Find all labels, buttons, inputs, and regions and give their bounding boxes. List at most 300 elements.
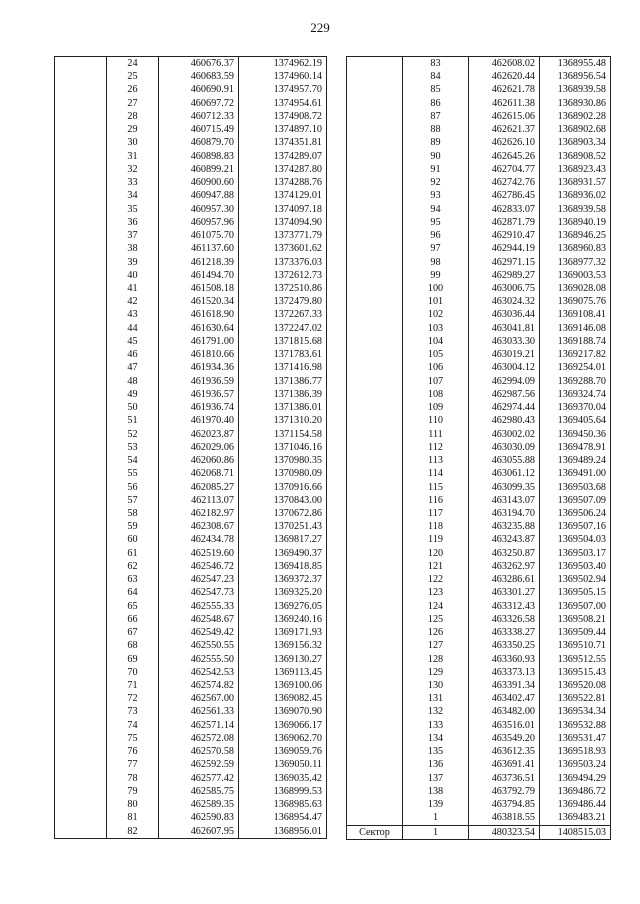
section-label-cell [347,335,403,348]
section-label-cell [347,573,403,586]
table-row [55,401,327,414]
table-row [347,719,611,732]
section-label-cell [55,308,107,321]
point-number-cell: 83 [403,57,469,71]
section-label-cell [347,123,403,136]
section-label-cell [55,547,107,560]
section-label-cell: Сектор [347,825,403,839]
section-label-cell [55,388,107,401]
x-coordinate-cell: 461618.90 [159,308,239,321]
point-number-cell: 48 [107,375,159,388]
table-row [347,242,611,255]
point-number-cell: 92 [403,176,469,189]
section-label-cell [347,308,403,321]
y-coordinate-cell: 1368955.48 [540,57,611,71]
table-row [347,666,611,679]
y-coordinate-cell: 1369075.76 [540,295,611,308]
table-row [347,295,611,308]
x-coordinate-cell: 460957.96 [159,216,239,229]
section-label-cell [347,388,403,401]
point-number-cell: 137 [403,772,469,785]
x-coordinate-cell: 462555.50 [159,653,239,666]
table-row [347,586,611,599]
table-row [55,533,327,546]
y-coordinate-cell: 1369372.37 [239,573,327,586]
point-number-cell: 54 [107,454,159,467]
table-row [55,454,327,467]
table-left-body [55,57,327,839]
table-row [55,825,327,839]
table-row [55,97,327,110]
table-row [55,560,327,573]
x-coordinate-cell: 462308.67 [159,520,239,533]
section-label-cell [347,428,403,441]
point-number-cell: 63 [107,573,159,586]
section-label-cell [347,785,403,798]
table-row [347,494,611,507]
y-coordinate-cell: 1368977.32 [540,256,611,269]
table-row [55,745,327,758]
section-label-cell [55,348,107,361]
x-coordinate-cell: 480323.54 [469,825,540,839]
x-coordinate-cell: 462971.15 [469,256,540,269]
y-coordinate-cell: 1368999.53 [239,785,327,798]
point-number-cell: 31 [107,150,159,163]
section-label-cell [55,401,107,414]
y-coordinate-cell: 1369325.20 [239,586,327,599]
point-number-cell: 33 [107,176,159,189]
table-row [55,308,327,321]
point-number-cell: 100 [403,282,469,295]
section-label-cell [55,375,107,388]
x-coordinate-cell: 463006.75 [469,282,540,295]
table-row [347,348,611,361]
section-label-cell [55,189,107,202]
section-label-cell [55,467,107,480]
point-number-cell: 138 [403,785,469,798]
x-coordinate-cell: 461936.74 [159,401,239,414]
point-number-cell: 56 [107,481,159,494]
point-number-cell: 93 [403,189,469,202]
point-number-cell: 24 [107,57,159,71]
section-label-cell [55,295,107,308]
section-label-cell [347,375,403,388]
section-label-cell [55,454,107,467]
section-label-cell [347,494,403,507]
table-row [347,83,611,96]
y-coordinate-cell: 1369066.17 [239,719,327,732]
section-label-cell [55,692,107,705]
y-coordinate-cell: 1374289.07 [239,150,327,163]
table-row [347,679,611,692]
y-coordinate-cell: 1374960.14 [239,70,327,83]
x-coordinate-cell: 463360.93 [469,653,540,666]
table-row [55,414,327,427]
x-coordinate-cell: 462182.97 [159,507,239,520]
section-label-cell [55,481,107,494]
y-coordinate-cell: 1374351.81 [239,136,327,149]
y-coordinate-cell: 1369490.37 [239,547,327,560]
point-number-cell: 43 [107,308,159,321]
point-number-cell: 103 [403,322,469,335]
point-number-cell: 50 [107,401,159,414]
y-coordinate-cell: 1370672.86 [239,507,327,520]
point-number-cell: 98 [403,256,469,269]
section-label-cell [347,150,403,163]
x-coordinate-cell: 463794.85 [469,798,540,811]
section-label-cell [55,679,107,692]
table-row [55,798,327,811]
point-number-cell: 89 [403,136,469,149]
x-coordinate-cell: 462621.37 [469,123,540,136]
section-label-cell [347,97,403,110]
point-number-cell: 53 [107,441,159,454]
section-label-cell [347,798,403,811]
point-number-cell: 106 [403,361,469,374]
y-coordinate-cell: 1368936.02 [540,189,611,202]
table-row [347,507,611,520]
table-row [55,494,327,507]
y-coordinate-cell: 1369518.93 [540,745,611,758]
y-coordinate-cell: 1370980.09 [239,467,327,480]
y-coordinate-cell: 1369035.42 [239,772,327,785]
y-coordinate-cell: 1369509.44 [540,626,611,639]
point-number-cell: 40 [107,269,159,282]
section-label-cell [347,679,403,692]
y-coordinate-cell: 1374957.70 [239,83,327,96]
y-coordinate-cell: 1369503.40 [540,560,611,573]
y-coordinate-cell: 1369503.17 [540,547,611,560]
point-number-cell: 121 [403,560,469,573]
table-row [347,481,611,494]
y-coordinate-cell: 1369503.24 [540,758,611,771]
table-row [347,785,611,798]
y-coordinate-cell: 1369510.71 [540,639,611,652]
section-label-cell [347,481,403,494]
section-label-cell [347,216,403,229]
x-coordinate-cell: 462615.06 [469,110,540,123]
section-label-cell [55,573,107,586]
point-number-cell: 69 [107,653,159,666]
section-label-cell [55,229,107,242]
table-row [347,772,611,785]
y-coordinate-cell: 1368939.58 [540,83,611,96]
page-number: 229 [310,20,330,35]
point-number-cell: 26 [107,83,159,96]
x-coordinate-cell: 462567.00 [159,692,239,705]
section-label-cell [347,586,403,599]
y-coordinate-cell: 1374097.18 [239,203,327,216]
section-label-cell [347,639,403,652]
table-row [347,388,611,401]
point-number-cell: 70 [107,666,159,679]
point-number-cell: 116 [403,494,469,507]
section-label-cell [55,613,107,626]
x-coordinate-cell: 462871.79 [469,216,540,229]
point-number-cell: 36 [107,216,159,229]
section-label-cell [55,70,107,83]
point-number-cell: 55 [107,467,159,480]
x-coordinate-cell: 463099.35 [469,481,540,494]
y-coordinate-cell: 1371386.39 [239,388,327,401]
x-coordinate-cell: 463250.87 [469,547,540,560]
y-coordinate-cell: 1368985.63 [239,798,327,811]
point-number-cell: 28 [107,110,159,123]
y-coordinate-cell: 1372510.86 [239,282,327,295]
x-coordinate-cell: 462910.47 [469,229,540,242]
point-number-cell: 74 [107,719,159,732]
y-coordinate-cell: 1374954.61 [239,97,327,110]
table-row [347,825,611,839]
x-coordinate-cell: 463350.25 [469,639,540,652]
table-row [347,533,611,546]
table-row [55,428,327,441]
point-number-cell: 125 [403,613,469,626]
table-row [347,216,611,229]
table-row [347,256,611,269]
x-coordinate-cell: 463402.47 [469,692,540,705]
section-label-cell [55,441,107,454]
section-label-cell [347,454,403,467]
section-label-cell [55,758,107,771]
table-row [347,150,611,163]
y-coordinate-cell: 1374288.76 [239,176,327,189]
point-number-cell: 122 [403,573,469,586]
x-coordinate-cell: 462547.73 [159,586,239,599]
point-number-cell: 82 [107,825,159,839]
x-coordinate-cell: 461791.00 [159,335,239,348]
section-label-cell [347,256,403,269]
table-row [55,203,327,216]
y-coordinate-cell: 1369506.24 [540,507,611,520]
table-row [55,772,327,785]
table-row [347,110,611,123]
x-coordinate-cell: 463243.87 [469,533,540,546]
point-number-cell: 30 [107,136,159,149]
section-label-cell [55,269,107,282]
section-label-cell [55,705,107,718]
point-number-cell: 113 [403,454,469,467]
x-coordinate-cell: 460683.59 [159,70,239,83]
point-number-cell: 88 [403,123,469,136]
point-number-cell: 139 [403,798,469,811]
table-row [55,388,327,401]
x-coordinate-cell: 463612.35 [469,745,540,758]
x-coordinate-cell: 462786.45 [469,189,540,202]
table-row [55,586,327,599]
y-coordinate-cell: 1374129.01 [239,189,327,202]
table-row [55,811,327,824]
y-coordinate-cell: 1374287.80 [239,163,327,176]
section-label-cell [347,136,403,149]
y-coordinate-cell: 1369520.08 [540,679,611,692]
point-number-cell: 66 [107,613,159,626]
x-coordinate-cell: 463004.12 [469,361,540,374]
table-row [347,57,611,71]
point-number-cell: 87 [403,110,469,123]
y-coordinate-cell: 1369418.85 [239,560,327,573]
y-coordinate-cell: 1369532.88 [540,719,611,732]
point-number-cell: 99 [403,269,469,282]
table-row [55,57,327,71]
y-coordinate-cell: 1369070.90 [239,705,327,718]
section-label-cell [55,507,107,520]
table-row [55,110,327,123]
table-row [347,176,611,189]
section-label-cell [55,811,107,824]
y-coordinate-cell: 1369156.32 [239,639,327,652]
point-number-cell: 96 [403,229,469,242]
x-coordinate-cell: 461075.70 [159,229,239,242]
x-coordinate-cell: 462987.56 [469,388,540,401]
y-coordinate-cell: 1370980.35 [239,454,327,467]
y-coordinate-cell: 1371386.01 [239,401,327,414]
y-coordinate-cell: 1368902.28 [540,110,611,123]
y-coordinate-cell: 1369522.81 [540,692,611,705]
y-coordinate-cell: 1369050.11 [239,758,327,771]
x-coordinate-cell: 463792.79 [469,785,540,798]
x-coordinate-cell: 462548.67 [159,613,239,626]
y-coordinate-cell: 1374908.72 [239,110,327,123]
y-coordinate-cell: 1369483.21 [540,811,611,825]
x-coordinate-cell: 462833.07 [469,203,540,216]
y-coordinate-cell: 1369512.55 [540,653,611,666]
section-label-cell [347,441,403,454]
y-coordinate-cell: 1369062.70 [239,732,327,745]
table-row [55,150,327,163]
point-number-cell: 32 [107,163,159,176]
point-number-cell: 105 [403,348,469,361]
x-coordinate-cell: 463262.97 [469,560,540,573]
y-coordinate-cell: 1373601.62 [239,242,327,255]
x-coordinate-cell: 462068.71 [159,467,239,480]
section-label-cell [347,520,403,533]
table-row [347,269,611,282]
x-coordinate-cell: 462085.27 [159,481,239,494]
table-row [347,123,611,136]
section-label-cell [347,692,403,705]
section-label-cell [347,758,403,771]
x-coordinate-cell: 462608.02 [469,57,540,71]
x-coordinate-cell: 463326.58 [469,613,540,626]
point-number-cell: 108 [403,388,469,401]
x-coordinate-cell: 462023.87 [159,428,239,441]
y-coordinate-cell: 1369507.16 [540,520,611,533]
point-number-cell: 133 [403,719,469,732]
table-row [347,322,611,335]
x-coordinate-cell: 462607.95 [159,825,239,839]
section-label-cell [55,203,107,216]
x-coordinate-cell: 462547.23 [159,573,239,586]
x-coordinate-cell: 462555.33 [159,600,239,613]
section-label-cell [55,586,107,599]
table-row [347,639,611,652]
x-coordinate-cell: 463736.51 [469,772,540,785]
table-row [55,282,327,295]
section-label-cell [55,560,107,573]
table-row [55,322,327,335]
section-label-cell [347,414,403,427]
table-row [347,189,611,202]
x-coordinate-cell: 462620.44 [469,70,540,83]
point-number-cell: 118 [403,520,469,533]
point-number-cell: 37 [107,229,159,242]
point-number-cell: 124 [403,600,469,613]
point-number-cell: 129 [403,666,469,679]
x-coordinate-cell: 462592.59 [159,758,239,771]
section-label-cell [347,189,403,202]
y-coordinate-cell: 1369130.27 [239,653,327,666]
y-coordinate-cell: 1369504.03 [540,533,611,546]
table-row [347,97,611,110]
table-row [347,361,611,374]
y-coordinate-cell: 1369405.64 [540,414,611,427]
section-label-cell [55,414,107,427]
section-label-cell [347,745,403,758]
section-label-cell [347,269,403,282]
point-number-cell: 35 [107,203,159,216]
y-coordinate-cell: 1368908.52 [540,150,611,163]
x-coordinate-cell: 460900.60 [159,176,239,189]
table-row [347,454,611,467]
coordinates-table-left [54,56,327,839]
y-coordinate-cell: 1368956.01 [239,825,327,839]
y-coordinate-cell: 1369486.72 [540,785,611,798]
x-coordinate-cell: 461936.59 [159,375,239,388]
section-label-cell [55,136,107,149]
section-label-cell [55,83,107,96]
section-label-cell [347,732,403,745]
x-coordinate-cell: 460676.37 [159,57,239,71]
table-row [55,573,327,586]
section-label-cell [55,256,107,269]
y-coordinate-cell: 1368939.58 [540,203,611,216]
table-row [347,692,611,705]
table-row [55,719,327,732]
y-coordinate-cell: 1369534.34 [540,705,611,718]
y-coordinate-cell: 1369478.91 [540,441,611,454]
section-label-cell [347,322,403,335]
x-coordinate-cell: 462574.82 [159,679,239,692]
point-number-cell: 136 [403,758,469,771]
y-coordinate-cell: 1369276.05 [239,600,327,613]
section-label-cell [55,242,107,255]
section-label-cell [55,150,107,163]
point-number-cell: 52 [107,428,159,441]
x-coordinate-cell: 463019.21 [469,348,540,361]
x-coordinate-cell: 461810.66 [159,348,239,361]
point-number-cell: 51 [107,414,159,427]
point-number-cell: 120 [403,547,469,560]
x-coordinate-cell: 462519.60 [159,547,239,560]
x-coordinate-cell: 462944.19 [469,242,540,255]
section-label-cell [55,825,107,839]
table-right-body [347,57,611,840]
point-number-cell: 42 [107,295,159,308]
section-label-cell [55,494,107,507]
point-number-cell: 1 [403,825,469,839]
point-number-cell: 60 [107,533,159,546]
table-row [347,626,611,639]
x-coordinate-cell: 462577.42 [159,772,239,785]
section-label-cell [55,745,107,758]
table-row [347,203,611,216]
point-number-cell: 71 [107,679,159,692]
x-coordinate-cell: 462550.55 [159,639,239,652]
y-coordinate-cell: 1369028.08 [540,282,611,295]
table-row [55,520,327,533]
x-coordinate-cell: 463391.34 [469,679,540,692]
